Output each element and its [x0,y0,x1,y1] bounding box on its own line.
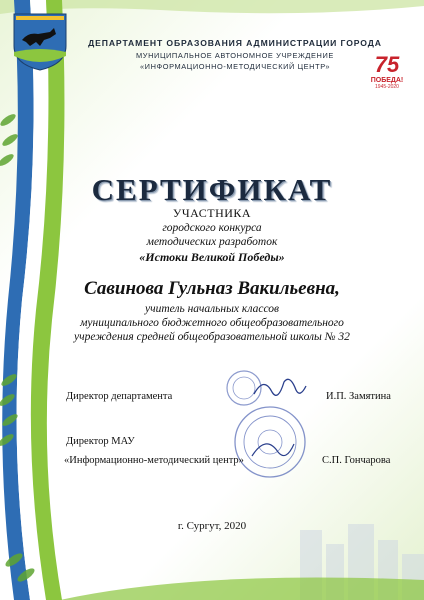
city-year: г. Сургут, 2020 [177,520,247,532]
left-ribbon-decoration [0,0,90,600]
recipient-position-1: учитель начальных классов [144,303,280,315]
contest-line-2: методических разработок [146,236,278,248]
victory-75-logo [364,54,410,110]
contest-name: «Истоки Великой Победы» [139,250,285,264]
mau-director-label: Директор МАУ [66,436,135,447]
mau-center-label: «Информационно-методический центр» [64,455,244,466]
city-skyline-decoration [0,520,424,600]
organization-header [76,38,394,71]
contest-line-1: городского конкурса [162,222,262,234]
header-line-3: «ИНФОРМАЦИОННО-МЕТОДИЧЕСКИЙ ЦЕНТР» [139,62,331,71]
header-line-1: ДЕПАРТАМЕНТ ОБРАЗОВАНИЯ АДМИНИСТРАЦИИ ГОРОДА [88,38,382,48]
dept-director-name: И.П. Замятина [326,391,391,402]
mau-director-name: С.П. Гончарова [322,455,391,466]
victory-number: 75 [374,52,400,77]
recipient-position-3: учреждения средней общеобразовательной школы № 32 [74,331,350,343]
department-stamp-signature [224,368,308,408]
victory-years: 1945-2020 [375,84,399,90]
dept-director-label: Директор департамента [66,391,173,402]
center-round-stamp [232,404,308,480]
certificate-title: СЕРТИФИКАТ [91,172,333,207]
recipient-name: Савинова Гульназ Вакильевна, [84,278,340,299]
header-line-2: МУНИЦИПАЛЬНОЕ АВТОНОМНОЕ УЧРЕЖДЕНИЕ [136,51,334,60]
participant-label: УЧАСТНИКА [172,206,252,220]
coat-of-arms-icon [10,12,70,72]
victory-word: ПОБЕДА! [370,77,404,84]
recipient-position-2: муниципального бюджетного общеобразовательного [80,317,344,329]
